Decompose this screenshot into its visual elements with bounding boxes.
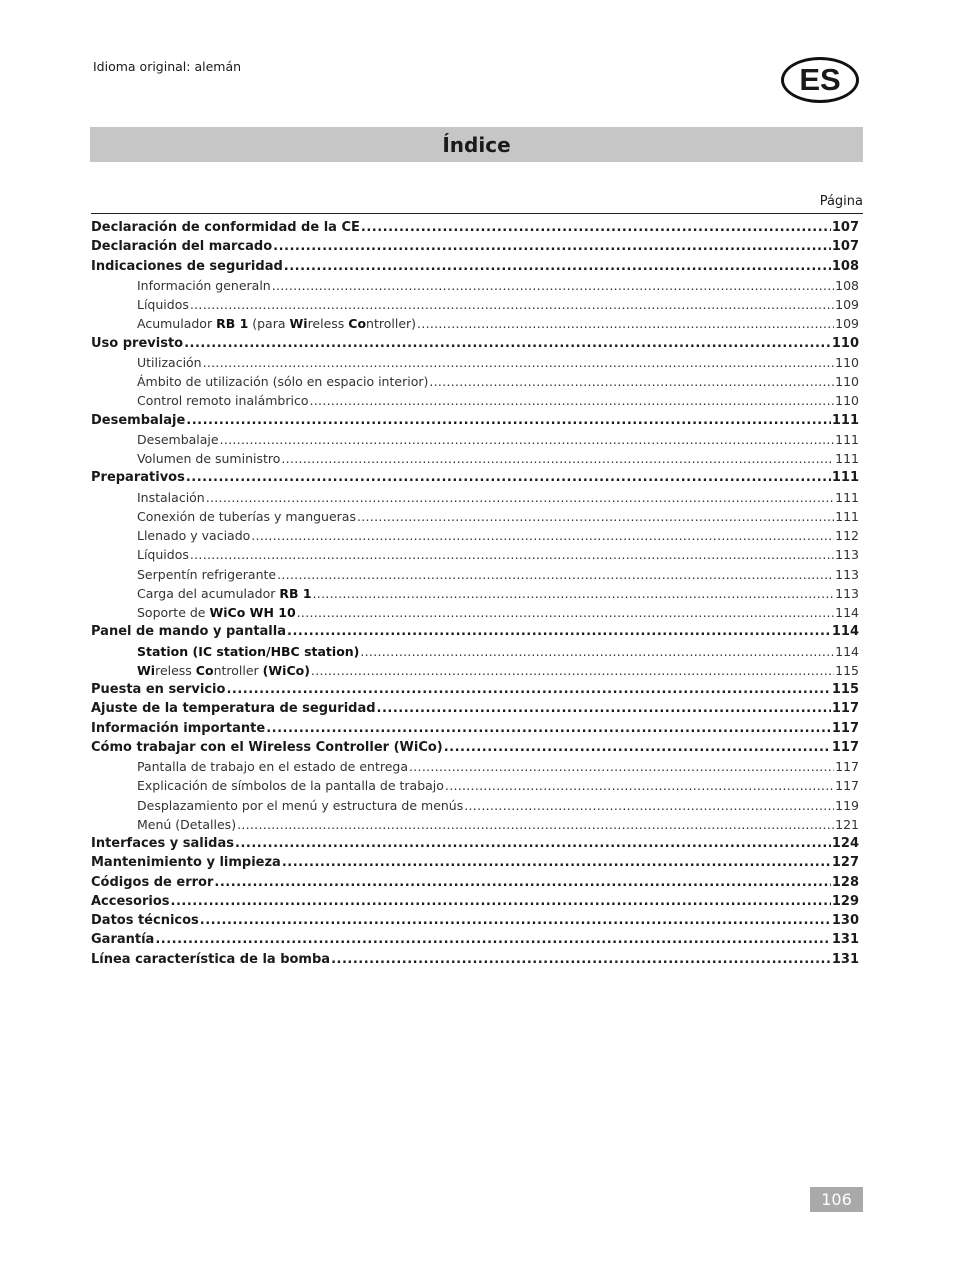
toc-leader-dots [360, 644, 834, 659]
toc-leader-dots [214, 875, 830, 890]
toc-subsection-entry[interactable] [91, 432, 859, 451]
toc-page-number: 107 [831, 220, 859, 235]
toc-page-number: 107 [831, 239, 859, 255]
toc-entry-title-part: Ámbito de utilización (sólo en espacio interior) [137, 374, 429, 389]
toc-entry-title-part: Indicaciones de seguridad [91, 258, 283, 274]
toc-page-number: 111 [835, 451, 859, 466]
toc-page-number: 124 [831, 836, 859, 851]
toc-entry-title-part: Ajuste de la temperatura de seguridad [91, 701, 376, 717]
toc-entry-title-part: Pantalla de trabajo en el estado de entrega [137, 759, 408, 774]
page-title: Índice [442, 132, 511, 157]
toc-section-entry[interactable] [91, 239, 859, 258]
toc-leader-dots [206, 490, 834, 505]
language-badge: ES [781, 57, 859, 103]
toc-entry-title-part: Interfaces y salidas [91, 836, 234, 851]
toc-leader-dots [357, 509, 834, 524]
table-of-contents [91, 220, 859, 971]
toc-subsection-entry[interactable] [91, 316, 859, 335]
toc-page-number: 117 [835, 759, 859, 774]
toc-entry-title [137, 355, 202, 370]
toc-section-entry[interactable] [91, 682, 859, 701]
toc-entry-title [137, 393, 309, 408]
toc-entry-title [91, 336, 183, 351]
toc-entry-title-part: ntroller [213, 662, 263, 678]
toc-entry-title-part: Wi [137, 662, 156, 678]
toc-subsection-entry[interactable] [91, 278, 859, 297]
toc-section-entry[interactable] [91, 259, 859, 278]
toc-leader-dots [277, 567, 834, 582]
toc-section-entry[interactable] [91, 336, 859, 355]
toc-leader-dots [186, 413, 831, 428]
toc-leader-dots [429, 374, 834, 389]
toc-page-number: 111 [835, 431, 859, 447]
toc-entry-title [91, 701, 376, 716]
toc-entry-title-part: Serpentín refrigerante [137, 566, 277, 582]
toc-leader-dots [220, 432, 835, 447]
toc-page-number: 117 [831, 701, 859, 717]
toc-page-number: 108 [831, 258, 859, 274]
toc-section-entry[interactable] [91, 932, 859, 951]
toc-entry-title-part: (para [248, 316, 290, 332]
toc-entry-title-part: Desembalaje [91, 412, 186, 428]
toc-entry-title-part: Declaración de conformidad de la CE [91, 220, 360, 235]
toc-page-number: 129 [831, 893, 859, 909]
toc-entry-title-part: Información generaln [137, 277, 271, 293]
toc-entry-title-part: Explicación de símbolos de la pantalla de trabajo [137, 778, 444, 794]
toc-entry-title [137, 759, 408, 774]
toc-section-entry[interactable] [91, 875, 859, 894]
toc-entry-title [91, 952, 330, 967]
toc-page-number: 109 [835, 316, 859, 332]
toc-entry-title [91, 875, 213, 890]
toc-page-number: 108 [835, 277, 859, 293]
toc-leader-dots [464, 798, 834, 813]
toc-leader-dots [171, 894, 831, 909]
toc-entry-title [137, 644, 359, 659]
toc-entry-title-part: Station (IC station/HBC station) [137, 643, 360, 659]
toc-page-number: 109 [835, 297, 859, 312]
toc-leader-dots [287, 624, 831, 639]
toc-page-number: 128 [831, 874, 859, 890]
toc-leader-dots [190, 547, 834, 562]
toc-page-number: 114 [835, 605, 859, 620]
toc-entry-title-part: Wi [289, 316, 308, 332]
toc-leader-dots [273, 239, 831, 254]
toc-entry-title-part: ntroller) [366, 316, 417, 332]
toc-entry-title-part: Desplazamiento por el menú y estructura de menús [137, 797, 464, 813]
toc-page-number: 111 [831, 470, 859, 486]
toc-section-entry[interactable] [91, 740, 859, 759]
toc-page-number: 117 [831, 720, 859, 736]
toc-entry-title-part: Accesorios [91, 893, 170, 909]
toc-entry-title [91, 624, 286, 639]
toc-entry-title-part: Co [195, 662, 214, 678]
original-language-note: Idioma original: alemán [93, 59, 242, 74]
toc-entry-title-part: WiCo WH 10 [209, 605, 296, 620]
page-title-bar [90, 127, 863, 162]
toc-entry-title-part: Desembalaje [137, 431, 219, 447]
toc-leader-dots [251, 528, 834, 543]
toc-section-entry[interactable] [91, 913, 859, 932]
toc-entry-title-part: Declaración del marcado [91, 239, 273, 255]
toc-section-entry[interactable] [91, 855, 859, 874]
toc-subsection-entry[interactable] [91, 490, 859, 509]
toc-entry-title-part: Acumulador [137, 316, 217, 332]
toc-entry-title [137, 798, 463, 813]
toc-entry-title-part: (WiCo) [262, 662, 310, 678]
toc-leader-dots [186, 470, 831, 485]
page-column-label: Página [819, 194, 863, 209]
toc-subsection-entry[interactable] [91, 509, 859, 528]
toc-entry-title-part: RB 1 [279, 585, 312, 601]
toc-section-entry[interactable] [91, 470, 859, 489]
toc-entry-title [91, 932, 154, 947]
toc-entry-title-part: Cómo trabajar con el Wireless Controller (WiCo) [91, 739, 443, 755]
toc-subsection-entry[interactable] [91, 759, 859, 778]
toc-page-number: 111 [835, 489, 859, 505]
toc-leader-dots [237, 817, 834, 832]
toc-leader-dots [409, 759, 834, 774]
toc-entry-title [137, 663, 310, 678]
toc-entry-title-part: RB 1 [216, 316, 249, 332]
toc-subsection-entry[interactable] [91, 567, 859, 586]
toc-entry-title [91, 740, 443, 755]
toc-leader-dots [284, 259, 831, 274]
toc-entry-title [137, 605, 296, 620]
toc-page-number: 113 [835, 547, 859, 563]
toc-entry-title-part: Menú (Detalles) [137, 816, 237, 832]
toc-page-number: 110 [831, 335, 859, 351]
toc-section-entry[interactable] [91, 624, 859, 643]
toc-entry-title-part: Uso previsto [91, 335, 184, 351]
toc-entry-title-part: Conexión de tuberías y mangueras [137, 508, 356, 524]
toc-page-number: 114 [835, 643, 859, 659]
toc-entry-title [91, 682, 225, 697]
header-divider [91, 213, 863, 214]
toc-entry-title-part: Líquidos [137, 297, 189, 312]
toc-leader-dots [313, 586, 835, 601]
toc-page-number: 119 [835, 797, 859, 813]
toc-leader-dots [266, 721, 831, 736]
toc-entry-title-part: Instalación [137, 489, 205, 505]
toc-entry-title-part: Utilización [137, 354, 202, 370]
toc-page-number: 131 [831, 932, 859, 948]
toc-leader-dots [155, 932, 831, 947]
toc-page-number: 110 [835, 374, 859, 389]
toc-leader-dots [226, 682, 830, 697]
toc-entry-title-part: Puesta en servicio [91, 682, 226, 697]
toc-leader-dots [200, 913, 831, 928]
toc-entry-title-part: reless [307, 316, 349, 332]
toc-leader-dots [272, 278, 834, 293]
toc-page-number: 113 [835, 585, 859, 601]
toc-entry-title [91, 413, 185, 428]
toc-subsection-entry[interactable] [91, 798, 859, 817]
toc-subsection-entry[interactable] [91, 547, 859, 566]
toc-leader-dots [282, 855, 831, 870]
toc-entry-title-part: Mantenimiento y limpieza [91, 855, 281, 871]
toc-page-number: 113 [835, 566, 859, 582]
toc-entry-title-part: Líquidos [137, 547, 189, 563]
toc-entry-title-part: Carga del acumulador [137, 585, 280, 601]
toc-entry-title-part: Control remoto inalámbrico [137, 393, 309, 409]
toc-subsection-entry[interactable] [91, 528, 859, 547]
toc-entry-title [91, 721, 265, 736]
toc-leader-dots [190, 297, 834, 312]
toc-subsection-entry[interactable] [91, 586, 859, 605]
toc-entry-title [137, 316, 416, 331]
toc-section-entry[interactable] [91, 836, 859, 855]
toc-page-number: 115 [831, 682, 859, 697]
toc-leader-dots [444, 740, 831, 755]
toc-entry-title [137, 586, 312, 601]
toc-page-number: 130 [831, 913, 859, 928]
toc-subsection-entry[interactable] [91, 374, 859, 393]
toc-entry-title-part: Garantía [91, 932, 155, 948]
toc-subsection-entry[interactable] [91, 778, 859, 797]
toc-entry-title-part: Información importante [91, 720, 266, 736]
toc-page-number: 115 [835, 662, 859, 678]
toc-page-number: 111 [835, 508, 859, 524]
toc-page-number: 131 [831, 951, 859, 967]
toc-page-number: 117 [831, 739, 859, 755]
toc-entry-title-part: Soporte de [137, 605, 210, 620]
toc-entry-title [137, 297, 189, 312]
toc-entry-title [91, 220, 360, 235]
toc-leader-dots [310, 393, 835, 408]
toc-entry-title-part: Preparativos [91, 470, 185, 486]
toc-subsection-entry[interactable] [91, 355, 859, 374]
toc-leader-dots [184, 336, 831, 351]
toc-leader-dots [331, 952, 831, 967]
toc-entry-title [91, 239, 272, 254]
toc-section-entry[interactable] [91, 721, 859, 740]
toc-subsection-entry[interactable] [91, 451, 859, 470]
toc-leader-dots [417, 316, 834, 331]
toc-page-number: 114 [831, 624, 859, 640]
toc-leader-dots [311, 663, 834, 678]
page-number: 106 [810, 1187, 863, 1212]
toc-page-number: 121 [835, 816, 859, 832]
toc-subsection-entry[interactable] [91, 644, 859, 663]
toc-entry-title [137, 451, 280, 466]
toc-subsection-entry[interactable] [91, 817, 859, 836]
toc-entry-title [137, 278, 271, 293]
toc-leader-dots [361, 220, 831, 235]
toc-entry-title-part: Co [348, 316, 367, 332]
toc-entry-title-part: Datos técnicos [91, 913, 199, 928]
toc-page-number: 110 [835, 354, 859, 370]
toc-page-number: 127 [831, 855, 859, 871]
toc-entry-title-part: reless [155, 662, 196, 678]
toc-entry-title [91, 894, 170, 909]
toc-subsection-entry[interactable] [91, 663, 859, 682]
toc-entry-title [91, 259, 283, 274]
toc-page-number: 111 [831, 412, 859, 428]
toc-section-entry[interactable] [91, 413, 859, 432]
toc-entry-title-part: Llenado y vaciado [137, 528, 251, 543]
toc-leader-dots [203, 355, 835, 370]
toc-entry-title [137, 528, 250, 543]
toc-entry-title [137, 490, 205, 505]
toc-entry-title [137, 778, 444, 793]
toc-leader-dots [297, 605, 834, 620]
toc-section-entry[interactable] [91, 952, 859, 971]
toc-leader-dots [377, 701, 831, 716]
toc-entry-title [91, 470, 185, 485]
toc-entry-title-part: Códigos de error [91, 874, 214, 890]
toc-section-entry[interactable] [91, 220, 859, 239]
toc-entry-title [91, 836, 234, 851]
toc-entry-title-part: Panel de mando y pantalla [91, 624, 286, 640]
toc-subsection-entry[interactable] [91, 297, 859, 316]
toc-entry-title [137, 432, 219, 447]
toc-page-number: 112 [835, 528, 859, 543]
toc-section-entry[interactable] [91, 701, 859, 720]
toc-leader-dots [445, 778, 834, 793]
toc-page-number: 110 [835, 393, 859, 409]
toc-entry-title [137, 567, 276, 582]
toc-entry-title-part: Línea característica de la bomba [91, 951, 331, 967]
toc-leader-dots [235, 836, 831, 851]
toc-entry-title-part: Volumen de suministro [137, 451, 281, 466]
toc-entry-title [137, 817, 236, 832]
toc-leader-dots [281, 451, 834, 466]
toc-entry-title [137, 509, 356, 524]
toc-page-number: 117 [835, 778, 859, 794]
toc-entry-title [91, 855, 281, 870]
toc-subsection-entry[interactable] [91, 605, 859, 624]
toc-entry-title [137, 547, 189, 562]
toc-entry-title [91, 913, 199, 928]
toc-entry-title [137, 374, 428, 389]
toc-section-entry[interactable] [91, 894, 859, 913]
toc-subsection-entry[interactable] [91, 393, 859, 412]
